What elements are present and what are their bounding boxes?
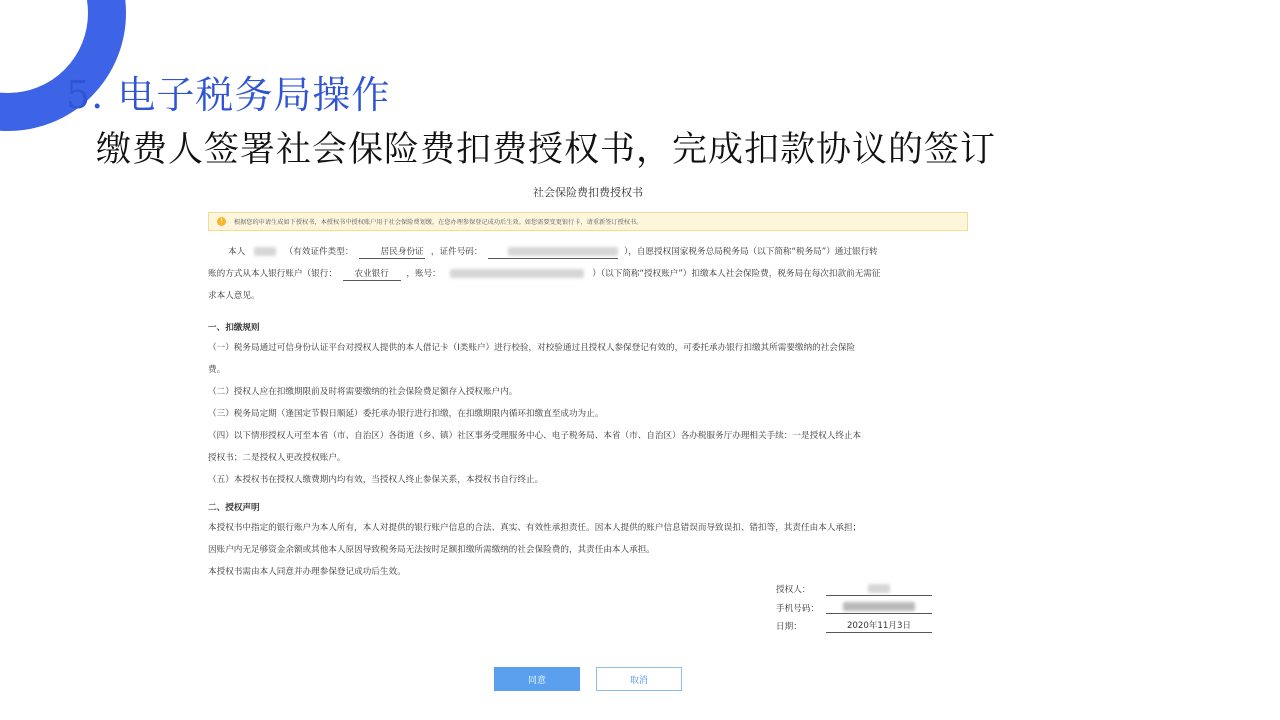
redacted-authorizer xyxy=(868,584,890,593)
intro-text: ）（以下简称“授权账户”）扣缴本人社会保险费，税务局在每次扣款前无需征 xyxy=(592,269,881,279)
document-title: 社会保险费扣费授权书 xyxy=(533,186,643,199)
slide-title: 5. 电子税务局操作 xyxy=(66,73,391,117)
rule-line: 授权书；二是授权人更改授权账户。 xyxy=(208,453,346,463)
notice-text: 根据您的申请生成如下授权书，本授权书中授权账户用于社会保险费划缴，在您办理参保登记成功后生效。如您需要变更银行卡，请重新签订授权书。 xyxy=(234,219,643,226)
declaration-line: 本授权书中指定的银行账户为本人所有，本人对提供的银行账户信息的合法、真实、有效性承担责任。因本人提供的账户信息错误而导致误扣、错扣等，其责任由本人承担； xyxy=(208,523,862,533)
id-type-field: 居民身份证 xyxy=(359,246,425,259)
rule-line: （四）以下情形授权人可至本省（市、自治区）各街道（乡、镇）社区事务受理服务中心、电子税务局、本省（市、自治区）各办税服务厅办理相关手续：一是授权人终止本 xyxy=(208,431,862,441)
date-field: 2020年11月3日 xyxy=(826,620,932,633)
declaration-line: 本授权书需由本人同意并办理参保登记成功后生效。 xyxy=(208,567,406,577)
date-row xyxy=(776,617,932,636)
rule-line: （三）税务局定期（逢国定节假日顺延）委托承办银行进行扣缴，在扣缴期限内循环扣缴直至成功为止。 xyxy=(208,409,604,419)
declaration-line: 因账户内无足够资金余额或其他本人原因导致税务局无法按时足额扣缴所需缴纳的社会保险费的，其责任由本人承担。 xyxy=(208,545,655,555)
rule-line: （二）授权人应在扣缴期限前及时将需要缴纳的社会保险费足额存入授权账户内。 xyxy=(208,387,518,397)
phone-label: 手机号码： xyxy=(776,603,819,614)
intro-text: （有效证件类型： xyxy=(284,247,354,257)
phone-row xyxy=(776,599,932,618)
authorizer-label: 授权人： xyxy=(776,585,811,596)
authorization-document xyxy=(208,176,968,583)
intro-text: 账的方式从本人银行账户（银行： xyxy=(208,269,337,279)
intro-text: 求本人意见。 xyxy=(208,291,260,301)
rule-line: 费。 xyxy=(208,365,226,375)
notice-banner xyxy=(208,212,968,231)
intro-text: 本人 xyxy=(228,247,246,257)
redacted-account-number xyxy=(450,269,584,278)
agree-button[interactable]: 同意 xyxy=(494,667,580,691)
intro-paragraph xyxy=(208,241,968,307)
deduction-rules xyxy=(208,337,968,491)
warning-icon: ! xyxy=(217,217,226,226)
cancel-button[interactable]: 取消 xyxy=(596,667,682,691)
bank-field: 农业银行 xyxy=(343,268,401,281)
declaration xyxy=(208,517,968,583)
redacted-phone xyxy=(843,602,915,611)
section-heading-declaration: 二、授权声明 xyxy=(208,503,260,513)
redacted-name xyxy=(254,247,276,256)
redacted-id-number xyxy=(508,247,618,256)
section-heading-deduction-rules: 一、扣缴规则 xyxy=(208,323,260,333)
rule-line: （一）税务局通过可信身份认证平台对授权人提供的本人借记卡（I类账户）进行校验，对校验通过且授权人参保登记有效的，可委托承办银行扣缴其所需要缴纳的社会保险 xyxy=(208,343,856,353)
intro-text: ，证件号码： xyxy=(430,247,483,257)
authorizer-field xyxy=(826,583,932,596)
phone-field xyxy=(826,601,932,614)
slide-subtitle: 缴费人签署社会保险费扣费授权书，完成扣款协议的签订 xyxy=(96,130,997,170)
id-number-field xyxy=(488,246,618,259)
rule-line: （五）本授权书在授权人缴费期内均有效，当授权人终止参保关系，本授权书自行终止。 xyxy=(208,475,544,485)
authorizer-row xyxy=(776,580,932,599)
intro-text: ），自愿授权国家税务总局税务局（以下简称“税务局”）通过银行转 xyxy=(623,247,878,257)
signature-block xyxy=(776,580,932,636)
date-label: 日期： xyxy=(776,622,802,633)
intro-text: ，账号： xyxy=(406,269,441,279)
